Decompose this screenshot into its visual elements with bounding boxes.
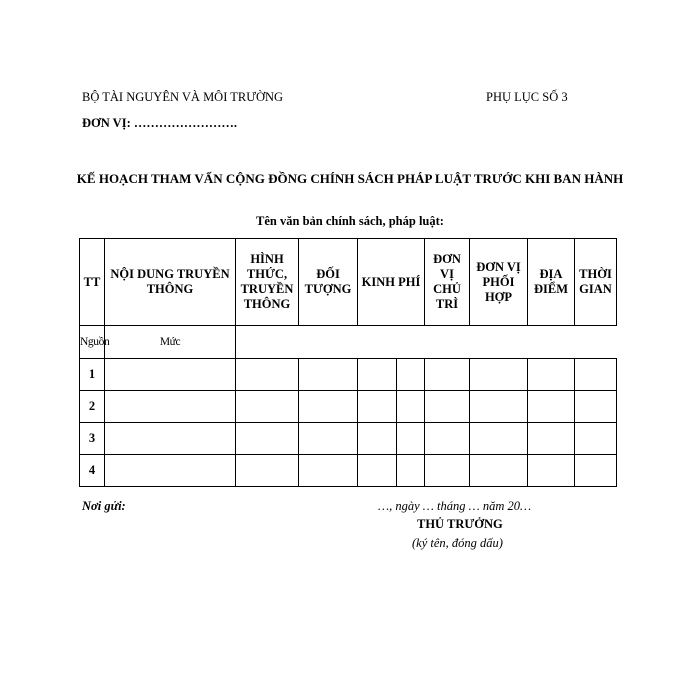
table-row (80, 326, 617, 359)
cell-time (575, 423, 617, 455)
budget-source-subheader: Nguồn (80, 326, 105, 359)
table-row (80, 359, 617, 391)
cell-form (236, 359, 299, 391)
row-number: 3 (80, 423, 105, 455)
cell-time (575, 359, 617, 391)
col-header-content: NỘI DUNG TRUYỀN THÔNG (105, 239, 236, 326)
cell-budget-amount (397, 423, 425, 455)
cell-lead-unit (425, 423, 470, 455)
cell-target (299, 455, 358, 487)
cell-lead-unit (425, 391, 470, 423)
cell-content (105, 455, 236, 487)
col-header-location: ĐỊA ĐIỂM (528, 239, 575, 326)
row-number: 2 (80, 391, 105, 423)
row-number: 1 (80, 359, 105, 391)
cell-budget-amount (397, 455, 425, 487)
budget-amount-subheader: Mức (105, 326, 236, 359)
cell-partner-unit (470, 391, 528, 423)
cell-location (528, 455, 575, 487)
table-row (80, 423, 617, 455)
cell-budget-source (358, 423, 397, 455)
cell-time (575, 391, 617, 423)
unit-label: ĐƠN VỊ: ……………………. (82, 116, 237, 130)
document-subtitle: Tên văn bản chính sách, pháp luật: (256, 214, 444, 228)
document-title: KẾ HOẠCH THAM VẤN CỘNG ĐỒNG CHÍNH SÁCH PHÁP LUẬT TRƯỚC KHI BAN HÀNH (76, 171, 624, 186)
col-header-form: HÌNH THỨC, TRUYỀN THÔNG (236, 239, 299, 326)
col-header-budget: KINH PHÍ (358, 239, 425, 326)
cell-budget-source (358, 391, 397, 423)
consultation-plan-table (79, 238, 617, 487)
appendix-label: PHỤ LỤC SỐ 3 (486, 90, 568, 104)
cell-time (575, 455, 617, 487)
table-row (80, 455, 617, 487)
cell-location (528, 359, 575, 391)
cell-form (236, 391, 299, 423)
sender-label: Nơi gửi: (82, 499, 126, 513)
signature-note: (ký tên, đóng dấu) (412, 536, 503, 550)
cell-partner-unit (470, 423, 528, 455)
cell-partner-unit (470, 455, 528, 487)
table-header-row (80, 239, 617, 326)
cell-target (299, 423, 358, 455)
col-header-partner-unit: ĐƠN VỊ PHỐI HỢP (470, 239, 528, 326)
col-header-tt: TT (80, 239, 105, 326)
signatory-title: THỦ TRƯỞNG (417, 517, 503, 531)
cell-content (105, 391, 236, 423)
cell-budget-amount (397, 359, 425, 391)
cell-form (236, 423, 299, 455)
cell-budget-source (358, 359, 397, 391)
cell-content (105, 423, 236, 455)
date-line: …, ngày … tháng … năm 20… (378, 499, 532, 513)
cell-budget-source (358, 455, 397, 487)
cell-content (105, 359, 236, 391)
cell-budget-amount (397, 391, 425, 423)
row-number: 4 (80, 455, 105, 487)
cell-target (299, 359, 358, 391)
col-header-target: ĐỐI TƯỢNG (299, 239, 358, 326)
ministry-name: BỘ TÀI NGUYÊN VÀ MÔI TRƯỜNG (82, 90, 284, 104)
col-header-time: THỜI GIAN (575, 239, 617, 326)
cell-location (528, 391, 575, 423)
col-header-lead-unit: ĐƠN VỊ CHỦ TRÌ (425, 239, 470, 326)
cell-form (236, 455, 299, 487)
cell-lead-unit (425, 455, 470, 487)
cell-location (528, 423, 575, 455)
cell-target (299, 391, 358, 423)
cell-partner-unit (470, 359, 528, 391)
table-row (80, 391, 617, 423)
cell-lead-unit (425, 359, 470, 391)
